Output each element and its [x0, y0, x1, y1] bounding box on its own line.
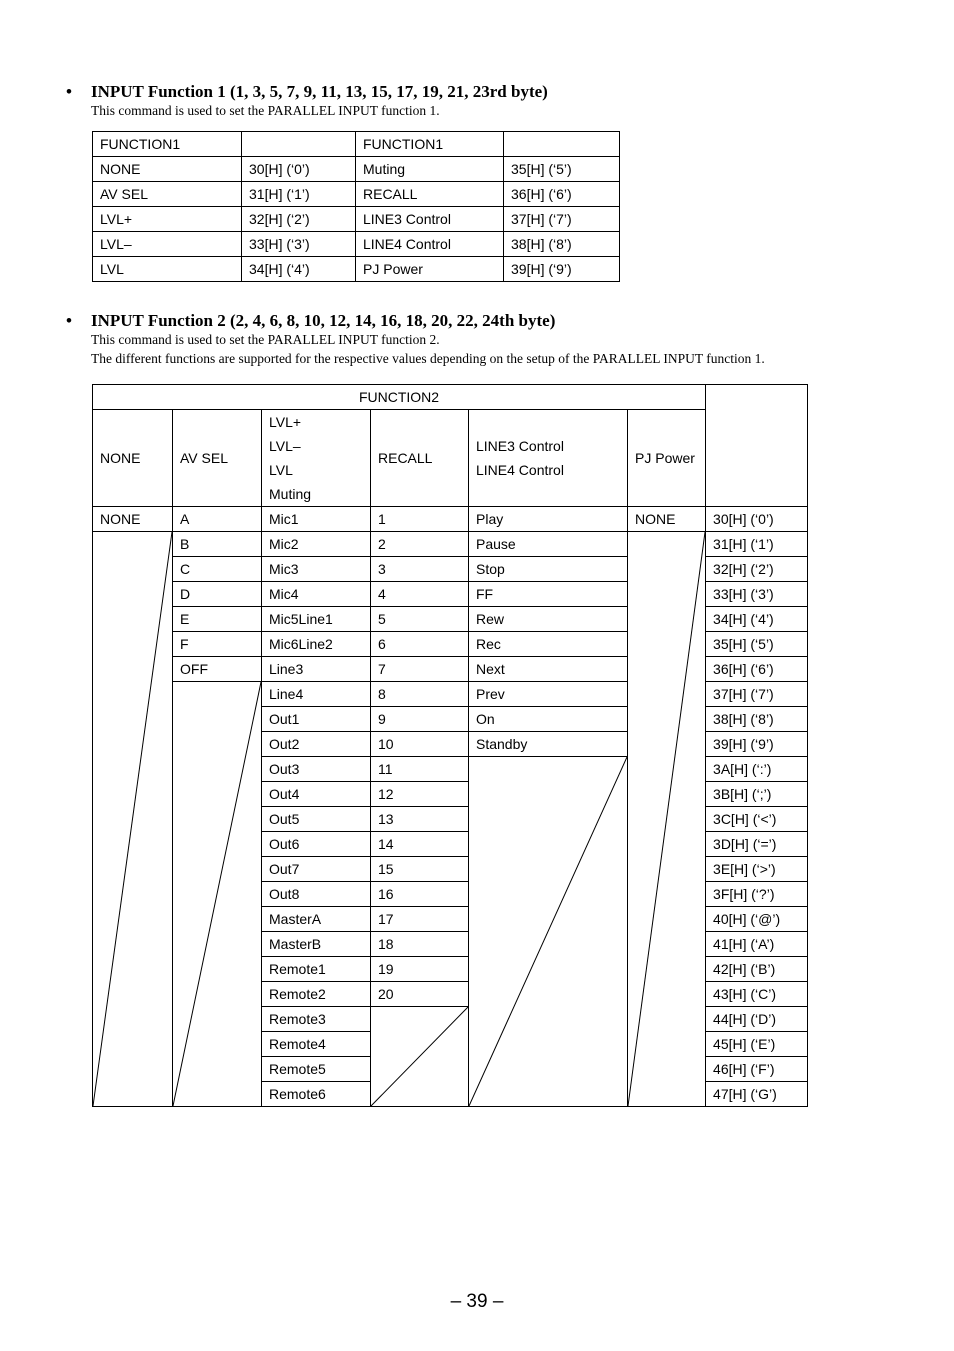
code-cell: 3A[H] (‘:’) — [706, 757, 808, 782]
function1-table — [92, 131, 620, 282]
code-cell: 39[H] (‘9’) — [706, 732, 808, 757]
code-cell: 43[H] (‘C’) — [706, 982, 808, 1007]
col-header-none: NONE — [93, 410, 173, 507]
section2-title-text: INPUT Function 2 (2, 4, 6, 8, 10, 12, 14, 16, 18, 20, 22, 24th byte) — [91, 311, 556, 330]
lvl-cell: Remote6 — [262, 1082, 371, 1107]
col-header-pjpower: PJ Power — [628, 410, 706, 507]
col-header-line-control-line: LINE3 Control — [476, 438, 564, 454]
function1-cell: Muting — [356, 157, 504, 182]
lvl-cell: Line3 — [262, 657, 371, 682]
recall-cell: 3 — [371, 557, 469, 582]
code-cell: 42[H] (‘B’) — [706, 957, 808, 982]
code-cell: 34[H] (‘4’) — [706, 607, 808, 632]
function1-cell: LVL– — [93, 232, 242, 257]
function1-cell: 30[H] (‘0’) — [242, 157, 356, 182]
table-row — [93, 532, 808, 557]
section1-title-text: INPUT Function 1 (1, 3, 5, 7, 9, 11, 13, 15, 17, 19, 21, 23rd byte) — [91, 82, 548, 101]
code-cell: 31[H] (‘1’) — [706, 532, 808, 557]
section2-description-1: This command is used to set the PARALLEL INPUT function 2. — [91, 332, 440, 347]
function1-cell: PJ Power — [356, 257, 504, 282]
recall-cell: 14 — [371, 832, 469, 857]
recall-cell: 1 — [371, 507, 469, 532]
avsel-cell: B — [173, 532, 262, 557]
avsel-cell: C — [173, 557, 262, 582]
recall-cell: 7 — [371, 657, 469, 682]
recall-cell: 17 — [371, 907, 469, 932]
lvl-cell: Remote4 — [262, 1032, 371, 1057]
function1-cell: 33[H] (‘3’) — [242, 232, 356, 257]
diagonal-strike-icon — [371, 1007, 468, 1106]
table-row — [93, 207, 620, 232]
function1-cell: 32[H] (‘2’) — [242, 207, 356, 232]
function1-header-cell: FUNCTION1 — [356, 132, 504, 157]
recall-cell: 5 — [371, 607, 469, 632]
lvl-cell: Remote5 — [262, 1057, 371, 1082]
code-cell: 3D[H] (‘=’) — [706, 832, 808, 857]
col-header-line-control — [469, 410, 628, 507]
table-row — [93, 157, 620, 182]
function1-cell: NONE — [93, 157, 242, 182]
section2-description-2: The different functions are supported for the respective values depending on the setup of the PARALLEL INPUT function 1. — [91, 351, 765, 366]
recall-cell: 18 — [371, 932, 469, 957]
function1-cell: LINE3 Control — [356, 207, 504, 232]
col-header-lvl-line: LVL+ — [269, 414, 302, 430]
lvl-cell: Mic1 — [262, 507, 371, 532]
lvl-cell: Remote3 — [262, 1007, 371, 1032]
bullet-icon: • — [66, 311, 72, 330]
lvl-cell: Mic2 — [262, 532, 371, 557]
function2-table — [92, 384, 808, 1107]
lvl-cell: Out3 — [262, 757, 371, 782]
col-header-line-control-line: LINE4 Control — [476, 462, 564, 478]
function1-cell: 36[H] (‘6’) — [504, 182, 620, 207]
section1-description: This command is used to set the PARALLEL INPUT function 1. — [91, 103, 440, 118]
code-cell: 3B[H] (‘;’) — [706, 782, 808, 807]
code-cell: 47[H] (‘G’) — [706, 1082, 808, 1107]
recall-cell: 8 — [371, 682, 469, 707]
pjpower-cell: NONE — [628, 507, 706, 532]
function1-cell: 38[H] (‘8’) — [504, 232, 620, 257]
line-control-cell: Prev — [469, 682, 628, 707]
col-header-lvl-line: Muting — [269, 486, 312, 502]
line-control-cell: Standby — [469, 732, 628, 757]
lvl-cell: Remote1 — [262, 957, 371, 982]
code-cell: 44[H] (‘D’) — [706, 1007, 808, 1032]
code-cell: 45[H] (‘E’) — [706, 1032, 808, 1057]
code-cell: 41[H] (‘A’) — [706, 932, 808, 957]
col-header-avsel: AV SEL — [173, 410, 262, 507]
lvl-cell: Out1 — [262, 707, 371, 732]
line-control-cell: Stop — [469, 557, 628, 582]
lvl-cell: Remote2 — [262, 982, 371, 1007]
code-cell: 40[H] (‘@’) — [706, 907, 808, 932]
lvl-cell: Out2 — [262, 732, 371, 757]
table-row — [93, 232, 620, 257]
col-header-lvl-line: LVL — [269, 462, 293, 478]
lvl-cell: MasterB — [262, 932, 371, 957]
function1-cell: RECALL — [356, 182, 504, 207]
line-control-cell: Play — [469, 507, 628, 532]
lvl-cell: Mic6Line2 — [262, 632, 371, 657]
line-control-cell: Rec — [469, 632, 628, 657]
function1-cell: 34[H] (‘4’) — [242, 257, 356, 282]
bullet-icon: • — [66, 82, 72, 101]
code-cell: 36[H] (‘6’) — [706, 657, 808, 682]
avsel-cell-unsupported — [173, 682, 262, 1107]
code-cell: 3E[H] (‘>’) — [706, 857, 808, 882]
code-cell: 30[H] (‘0’) — [706, 507, 808, 532]
section2-title — [66, 311, 555, 331]
function1-cell: AV SEL — [93, 182, 242, 207]
lvl-cell: Out6 — [262, 832, 371, 857]
function1-cell: 39[H] (‘9’) — [504, 257, 620, 282]
recall-cell: 9 — [371, 707, 469, 732]
lvl-cell: Mic3 — [262, 557, 371, 582]
function1-cell: 31[H] (‘1’) — [242, 182, 356, 207]
table-row — [93, 507, 808, 532]
recall-cell: 11 — [371, 757, 469, 782]
recall-cell: 13 — [371, 807, 469, 832]
avsel-cell: D — [173, 582, 262, 607]
lvl-cell: Out4 — [262, 782, 371, 807]
diagonal-strike-icon — [628, 532, 705, 1106]
code-cell: 46[H] (‘F’) — [706, 1057, 808, 1082]
function1-header-cell: FUNCTION1 — [93, 132, 242, 157]
code-cell: 3C[H] (‘<’) — [706, 807, 808, 832]
recall-cell: 15 — [371, 857, 469, 882]
table-row — [93, 257, 620, 282]
diagonal-strike-icon — [93, 532, 172, 1106]
code-cell: 33[H] (‘3’) — [706, 582, 808, 607]
recall-cell: 16 — [371, 882, 469, 907]
line-control-cell-unsupported — [469, 757, 628, 1107]
line-control-cell: Rew — [469, 607, 628, 632]
code-cell: 38[H] (‘8’) — [706, 707, 808, 732]
none-cell: NONE — [93, 507, 173, 532]
page-number: – 39 – — [450, 1291, 504, 1312]
pjpower-cell-unsupported — [628, 532, 706, 1107]
section1-title — [66, 82, 548, 102]
recall-cell: 20 — [371, 982, 469, 1007]
line-control-cell: Pause — [469, 532, 628, 557]
recall-cell: 2 — [371, 532, 469, 557]
line-control-cell: Next — [469, 657, 628, 682]
lvl-cell: Out8 — [262, 882, 371, 907]
function1-header-cell — [504, 132, 620, 157]
code-cell: 3F[H] (‘?’) — [706, 882, 808, 907]
function2-group-header: FUNCTION2 — [93, 385, 706, 410]
lvl-cell: Line4 — [262, 682, 371, 707]
line-control-cell: FF — [469, 582, 628, 607]
line-control-cell: On — [469, 707, 628, 732]
recall-cell: 10 — [371, 732, 469, 757]
function1-cell: LINE4 Control — [356, 232, 504, 257]
code-cell: 32[H] (‘2’) — [706, 557, 808, 582]
avsel-cell: E — [173, 607, 262, 632]
col-header-lvl — [262, 410, 371, 507]
recall-cell: 19 — [371, 957, 469, 982]
function1-cell: 37[H] (‘7’) — [504, 207, 620, 232]
avsel-cell: A — [173, 507, 262, 532]
lvl-cell: MasterA — [262, 907, 371, 932]
none-cell-unsupported — [93, 532, 173, 1107]
recall-cell: 12 — [371, 782, 469, 807]
col-header-recall: RECALL — [371, 410, 469, 507]
avsel-cell: F — [173, 632, 262, 657]
lvl-cell: Mic5Line1 — [262, 607, 371, 632]
code-header-empty — [706, 385, 808, 507]
function1-cell: 35[H] (‘5’) — [504, 157, 620, 182]
col-header-lvl-line: LVL– — [269, 438, 301, 454]
code-cell: 37[H] (‘7’) — [706, 682, 808, 707]
avsel-cell: OFF — [173, 657, 262, 682]
table-row — [93, 182, 620, 207]
recall-cell: 4 — [371, 582, 469, 607]
recall-cell-unsupported — [371, 1007, 469, 1107]
lvl-cell: Out5 — [262, 807, 371, 832]
diagonal-strike-icon — [469, 757, 627, 1106]
function1-cell: LVL — [93, 257, 242, 282]
lvl-cell: Out7 — [262, 857, 371, 882]
function1-header-cell — [242, 132, 356, 157]
diagonal-strike-icon — [173, 682, 261, 1106]
lvl-cell: Mic4 — [262, 582, 371, 607]
recall-cell: 6 — [371, 632, 469, 657]
function1-cell: LVL+ — [93, 207, 242, 232]
code-cell: 35[H] (‘5’) — [706, 632, 808, 657]
